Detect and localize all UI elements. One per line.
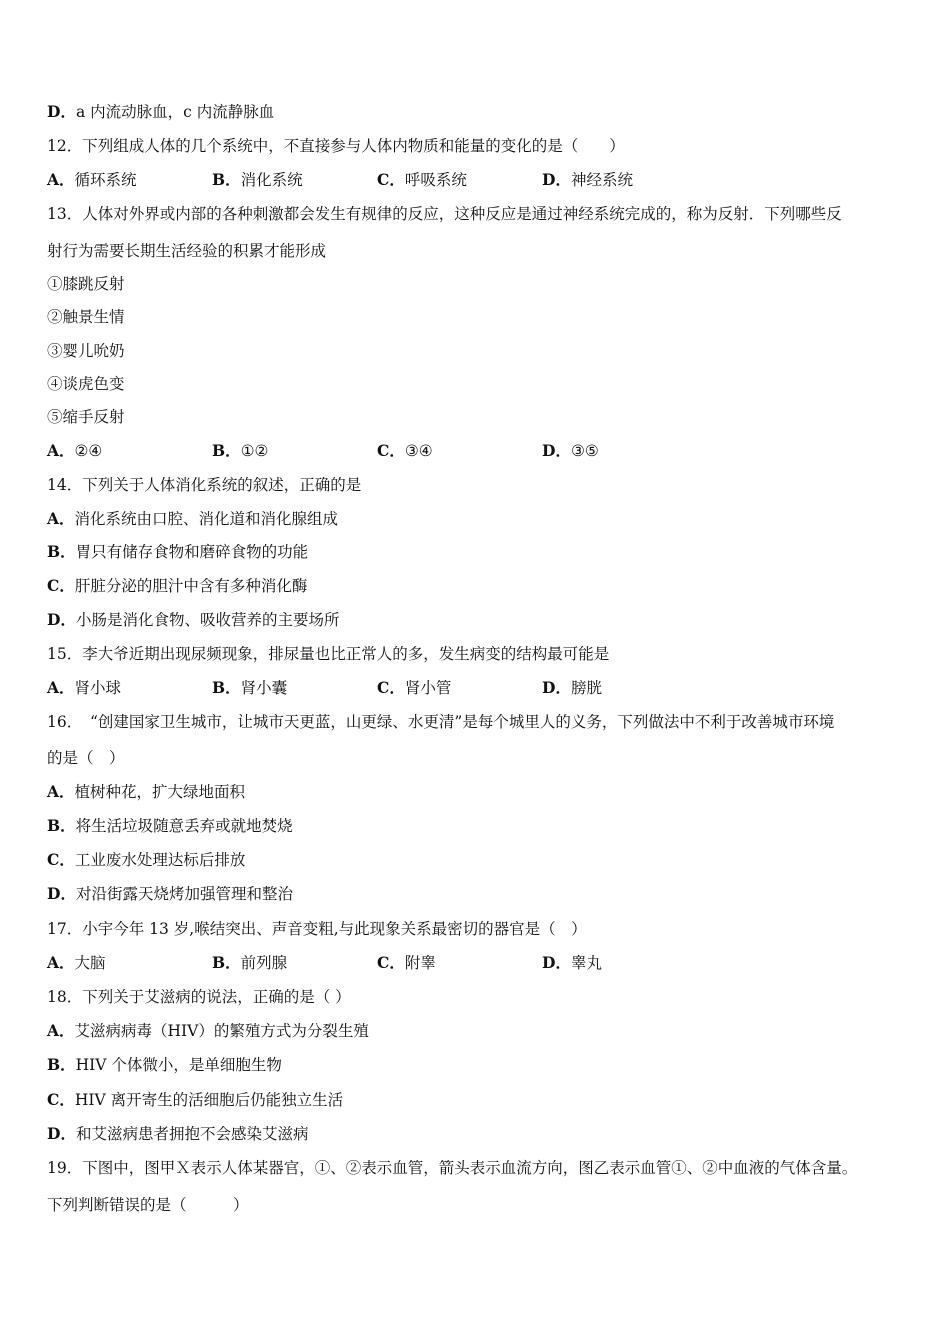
q12-option-a: A．循环系统 xyxy=(47,170,137,189)
option-letter: B． xyxy=(212,678,241,697)
option-letter: C． xyxy=(47,1090,75,1109)
q17-option-d: D．睾丸 xyxy=(542,953,602,972)
q14-option-d: D．小肠是消化食物、吸收营养的主要场所 xyxy=(47,610,340,629)
q12-option-b: B．消化系统 xyxy=(212,170,303,189)
q19-stem-line2: 下列判断错误的是（ ） xyxy=(47,1196,249,1214)
option-letter: C． xyxy=(47,850,75,869)
option-letter: D． xyxy=(47,102,76,121)
q13-options xyxy=(47,441,907,461)
q18-option-a: A．艾滋病病毒（HIV）的繁殖方式为分裂生殖 xyxy=(47,1021,369,1040)
q13-item-5: ⑤缩手反射 xyxy=(47,408,125,426)
q19-stem-line1: 19．下图中，图甲Ｘ表示人体某器官，①、②表示血管，箭头表示血流方向，图乙表示血管①、②中血液的气体含量。 xyxy=(47,1159,858,1177)
option-letter: A． xyxy=(47,170,75,189)
option-letter: B． xyxy=(212,953,241,972)
option-letter: C． xyxy=(47,576,75,595)
q13-option-a: A．②④ xyxy=(47,441,103,460)
option-letter: A． xyxy=(47,509,75,528)
option-letter: B． xyxy=(212,441,241,460)
q13-item-1: ①膝跳反射 xyxy=(47,275,125,293)
option-letter: A． xyxy=(47,782,75,801)
q16-option-c: C．工业废水处理达标后排放 xyxy=(47,850,246,869)
option-letter: D． xyxy=(542,170,571,189)
option-letter: D． xyxy=(47,610,76,629)
option-letter: B． xyxy=(212,170,241,189)
q17-options xyxy=(47,953,907,973)
q12-option-d: D．神经系统 xyxy=(542,170,633,189)
option-letter: B． xyxy=(47,816,76,835)
q15-stem: 15．李大爷近期出现尿频现象，排尿量也比正常人的多，发生病变的结构最可能是 xyxy=(47,645,610,663)
q12-option-c: C．呼吸系统 xyxy=(377,170,467,189)
q17-option-a: A．大脑 xyxy=(47,953,106,972)
q13-item-3: ③婴儿吮奶 xyxy=(47,342,125,360)
option-letter: D． xyxy=(542,678,571,697)
option-letter: D． xyxy=(47,1124,76,1143)
option-letter: D． xyxy=(542,953,571,972)
q12-stem: 12．下列组成人体的几个系统中，不直接参与人体内物质和能量的变化的是（ ） xyxy=(47,137,625,155)
q15-option-c: C．肾小管 xyxy=(377,678,452,697)
q15-options xyxy=(47,678,907,698)
q12-options xyxy=(47,170,907,190)
q13-item-2: ②触景生情 xyxy=(47,308,125,326)
q16-option-d: D．对沿街露天烧烤加强管理和整治 xyxy=(47,884,293,903)
q16-stem-line1: 16． “创建国家卫生城市，让城市天更蓝，山更绿、水更清”是每个城里人的义务，下列做法中不利于改善城市环境 xyxy=(47,713,835,731)
q15-option-d: D．膀胱 xyxy=(542,678,602,697)
option-letter: D． xyxy=(47,884,76,903)
q16-option-a: A．植树种花，扩大绿地面积 xyxy=(47,782,246,801)
option-letter: A． xyxy=(47,678,75,697)
option-letter: B． xyxy=(47,542,76,561)
q17-stem: 17．小宇今年 13 岁,喉结突出、声音变粗,与此现象关系最密切的器官是（ ） xyxy=(47,920,587,938)
q15-option-a: A．肾小球 xyxy=(47,678,122,697)
q13-stem-line1: 13．人体对外界或内部的各种刺激都会发生有规律的反应，这种反应是通过神经系统完成的，称为反射．下列哪些反 xyxy=(47,205,842,223)
q13-option-c: C．③④ xyxy=(377,441,433,460)
q18-option-b: B．HIV 个体微小，是单细胞生物 xyxy=(47,1055,282,1074)
q17-option-c: C．附睾 xyxy=(377,953,436,972)
q18-stem: 18．下列关于艾滋病的说法，正确的是（ ） xyxy=(47,988,351,1006)
q18-option-c: C．HIV 离开寄生的活细胞后仍能独立生活 xyxy=(47,1090,344,1109)
q14-option-b: B．胃只有储存食物和磨碎食物的功能 xyxy=(47,542,309,561)
q14-stem: 14．下列关于人体消化系统的叙述，正确的是 xyxy=(47,476,362,494)
option-letter: B． xyxy=(47,1055,76,1074)
option-letter: C． xyxy=(377,678,405,697)
q16-option-b: B．将生活垃圾随意丢弃或就地焚烧 xyxy=(47,816,293,835)
option-letter: A． xyxy=(47,1021,75,1040)
q13-stem-line2: 射行为需要长期生活经验的积累才能形成 xyxy=(47,242,327,260)
q18-option-d: D．和艾滋病患者拥抱不会感染艾滋病 xyxy=(47,1124,309,1143)
option-letter: D． xyxy=(542,441,571,460)
q14-option-c: C．肝脏分泌的胆汁中含有多种消化酶 xyxy=(47,576,308,595)
option-letter: A． xyxy=(47,441,75,460)
q11-option-d: D．a 内流动脉血，c 内流静脉血 xyxy=(47,102,275,121)
q13-option-d: D．③⑤ xyxy=(542,441,599,460)
q16-stem-line2: 的是（ ） xyxy=(47,749,125,767)
option-letter: C． xyxy=(377,441,405,460)
q15-option-b: B．肾小囊 xyxy=(212,678,288,697)
option-letter: C． xyxy=(377,953,405,972)
q14-option-a: A．消化系统由口腔、消化道和消化腺组成 xyxy=(47,509,339,528)
q17-option-b: B．前列腺 xyxy=(212,953,288,972)
q13-option-b: B．①② xyxy=(212,441,269,460)
option-letter: C． xyxy=(377,170,405,189)
q13-item-4: ④谈虎色变 xyxy=(47,375,125,393)
option-letter: A． xyxy=(47,953,75,972)
